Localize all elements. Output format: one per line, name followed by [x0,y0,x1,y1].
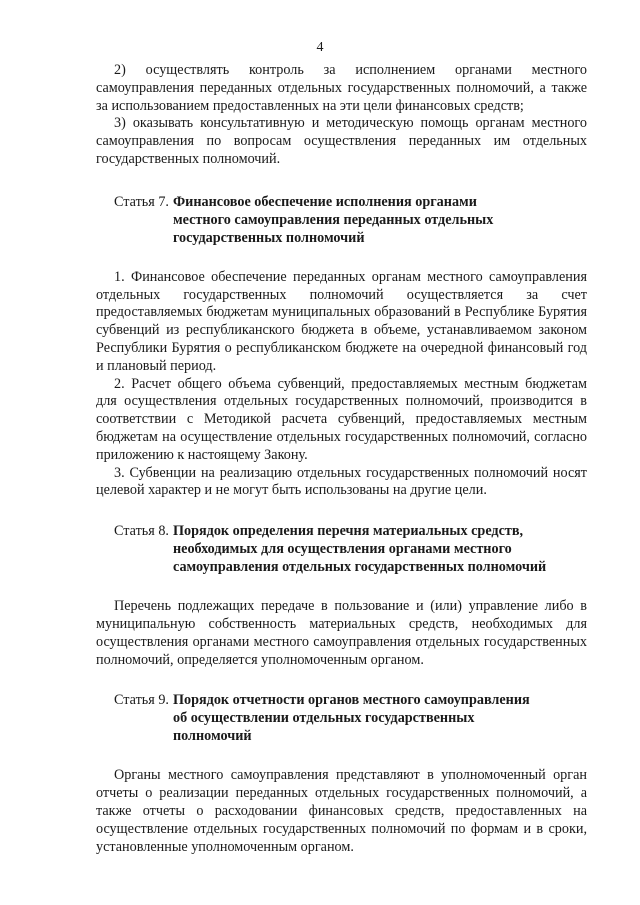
document-body [96,62,587,856]
page-number: 4 [316,40,324,55]
article-8-title [173,522,587,576]
article-9-body [96,767,587,856]
article-7-heading [96,193,587,247]
intro-paragraph-3: 3) оказывать консультативную и методическую помощь органам местного самоуправления по вопросам осуществления переданных им отдельных государственных полномочий. [96,115,587,167]
article-7-label: Статья 7. [114,193,169,210]
intro-paragraph-2: 2) осуществлять контроль за исполнением органами местного самоуправления переданных отдельных государственных полномочий, а также за использованием предоставленных на эти цели финансовых средств; [96,62,587,114]
article-7-title-line: Финансовое обеспечение исполнения органами [172,193,477,210]
article-7-title-line: местного самоуправления переданных отдельных [172,211,494,228]
intro-section [96,62,587,169]
article-8-label: Статья 8. [114,523,169,540]
article-7-paragraph: 3. Субвенции на реализацию отдельных государственных полномочий носят целевой характер и не могут быть использованы на другие цели. [96,464,587,499]
article-9-title-line: об осуществлении отдельных государственных [172,710,475,727]
article-7-title [173,193,587,247]
article-7-paragraph: 2. Расчет общего объема субвенций, предоставляемых местным бюджетам для осуществления отдельных государственных полномочий, производится в соответствии с Методикой расчета субвенций, предоставляемых местным бюджетам на осуществление отдельных государственных полномочий, согласно приложению к настоящему Закону. [96,375,587,463]
article-7-paragraph: 1. Финансовое обеспечение переданных органам местного самоуправления отдельных государственных полномочий осуществляется за счет предоставляемых бюджетам муниципальных образований в Республике Бурятия субвенций из республиканского бюджета в объеме, устанавливаемом законом Республики Бурятия о республиканском бюджете на очередной финансовый год и плановый период. [96,268,587,374]
article-8-title-line: Порядок определения перечня материальных средств, [172,523,524,540]
article-9-title-line: полномочий [172,728,252,745]
article-9-title-line: Порядок отчетности органов местного самоуправления [172,692,530,709]
article-8-paragraph: Перечень подлежащих передаче в пользование и (или) управление либо в муниципальную собственность материальных средств, необходимых для осуществления органами местного самоуправления отдельных государственных полномочий, определяется уполномоченным органом. [96,598,587,668]
article-9-heading [96,691,587,745]
article-9-paragraph: Органы местного самоуправления представляют в уполномоченный орган отчеты о реализации переданных отдельных государственных полномочий, а также отчеты о расходовании финансовых средств, предоставленных на осуществление отдельных государственных полномочий по формам и в сроки, установленные уполномоченным органом. [96,767,587,855]
article-9-label: Статья 9. [114,692,169,709]
article-8-title-line: самоуправления отдельных государственных полномочий [172,559,547,576]
article-7-title-line: государственных полномочий [172,229,365,246]
article-7-body [96,269,587,500]
article-8-title-line: необходимых для осуществления органами местного [172,541,512,558]
article-8-heading [96,522,587,576]
article-8-body [96,598,587,669]
article-9-title [173,691,587,745]
